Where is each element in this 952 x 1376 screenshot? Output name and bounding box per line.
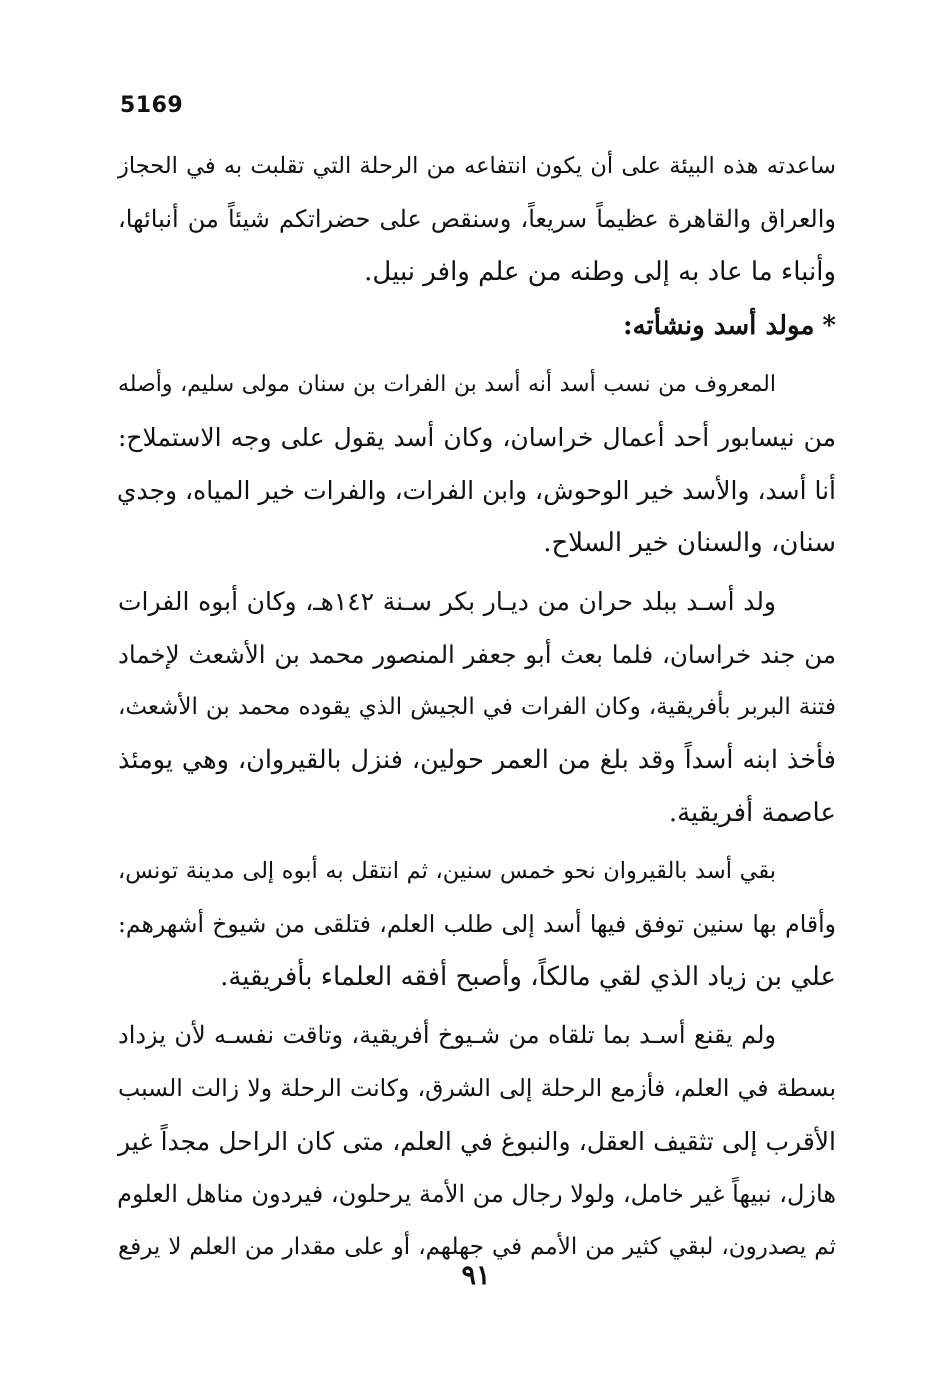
page-number: ٩١ [461,1260,491,1291]
text-line: أنا أسد، والأسد خير الوحوش، وابن الفرات، والفرات خير المياه، وجدي [116,476,836,505]
text-line: ولم يقنع أسـد بما تلقاه من شـيوخ أفريقية، وتاقت نفسـه لأن يزداد [118,1021,776,1049]
paragraph-tunis [118,845,836,1004]
text-line: وأنباء ما عاد به إلى وطنه من علم وافر نبيل. [364,257,836,287]
text-line: المعروف من نسب أسد أنه أسد بن الفرات بن سنان مولى سليم، وأصله [118,372,776,397]
page-body [118,140,836,1274]
asterisk-bullet-icon: * [822,311,836,341]
text-line: بسطة في العلم، فأزمع الرحلة إلى الشرق، وكانت الرحلة ولا زالت السبب [118,1074,836,1102]
paragraph-lineage [118,358,836,570]
intro-paragraph [118,140,836,299]
paragraph-journey [118,1009,836,1274]
text-line: بقي أسد بالقيروان نحو خمس سنين، ثم انتقل به أبوه إلى مدينة تونس، [118,858,776,884]
text-line: ولد أسـد ببلد حران من ديـار بكر سـنة ١٤٢هـ، وكان أبوه الفرات [118,587,777,616]
text-line: هازل، نبيهاً غير خامل، ولولا رجال من الأمة يرحلون، فيردون مناهل العلوم [117,1180,836,1208]
section-heading [118,299,836,353]
text-line: علي بن زياد الذي لقي مالكاً، وأصبح أفقه العلماء بأفريقية. [220,962,836,992]
text-line: فأخذ ابنه أسداً وقد بلغ من العمر حولين، فنزل بالقيروان، وهي يومئذ [118,745,836,775]
text-line: ساعدته هذه البيئة على أن يكون انتفاعه من الرحلة التي تقلبت به في الحجاز [118,153,836,179]
paragraph-birth [118,575,836,840]
text-line: والعراق والقاهرة عظيماً سريعاً، وسنقص على حضراتكم شيئاً من أنبائها، [118,205,836,233]
text-line: فتنة البربر بأفريقية، وكان الفرات في الجيش الذي يقوده محمد بن الأشعث، [118,694,836,720]
text-line: من نيسابور أحد أعمال خراسان، وكان أسد يقول على وجه الاستملاح: [118,423,836,452]
text-line: الأقرب إلى تثقيف العقل، والنبوغ في العلم، متى كان الراحل مجداً غير [118,1127,836,1156]
text-line: ثم يصدرون، لبقي كثير من الأمم في جهلهم، أو على مقدار من العلم لا يرفع [118,1234,836,1260]
text-line: وأقام بها سنين توفق فيها أسد إلى طلب العلم، فتلقى من شيوخ أشهرهم: [118,910,836,938]
page-identifier: 5169 [120,93,184,118]
section-heading-text: مولد أسد ونشأته: [623,311,815,341]
text-line: من جند خراسان، فلما بعث أبو جعفر المنصور محمد بن الأشعث لإخماد [118,640,836,669]
text-line: سنان، والسنان خير السلاح. [543,528,836,558]
text-line: عاصمة أفريقية. [668,798,836,828]
